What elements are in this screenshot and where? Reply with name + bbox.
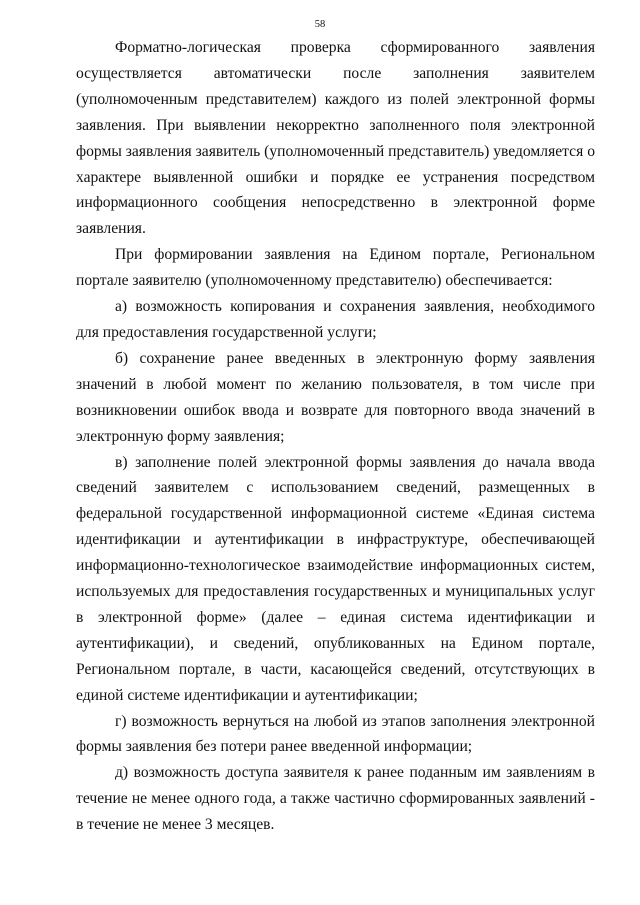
- document-body: [76, 35, 595, 838]
- paragraph-item-d: д) возможность доступа заявителя к ранее поданным им заявлениям в течение не менее одного года, а также частично сформированных заявлений - в течение не менее 3 месяцев.: [76, 764, 595, 834]
- paragraph-item-g: г) возможность вернуться на любой из этапов заполнения электронной формы заявления без потери ранее введенной информации;: [76, 712, 595, 756]
- paragraph-portal-provisions: При формировании заявления на Едином портале, Региональном портале заявителю (уполномоченному представителю) обеспечивается:: [76, 246, 595, 290]
- paragraph-item-v: в) заполнение полей электронной формы заявления до начала ввода сведений заявителем с использованием сведений, размещенных в федеральной государственной информационной системе «Единая система идентификации и аутентификации в инфраструктуре, обеспечивающей информационно-технологическое взаимодействие информационных систем, используемых для предоставления государственных и муниципальных услуг в электронной форме» (далее – единая система идентификации и аутентификации), и сведений, опубликованных на Едином портале, Региональном портале, в части, касающейся сведений, отсутствующих в единой системе идентификации и аутентификации;: [76, 453, 595, 704]
- paragraph-item-b: б) сохранение ранее введенных в электронную форму заявления значений в любой момент по желанию пользователя, в том числе при возникновении ошибок ввода и возврате для повторного ввода значений в электронную форму заявления;: [76, 349, 595, 445]
- paragraph-item-a: а) возможность копирования и сохранения заявления, необходимого для предоставления государственной услуги;: [76, 298, 595, 341]
- paragraph-format-check: Форматно-логическая проверка сформированного заявления осуществляется автоматически после заполнения заявителем (уполномоченным представителем) каждого из полей электронной формы заявления. При выявлении некорректно заполненного поля электронной формы заявления заявитель (уполномоченный представитель) уведомляется о характере выявленной ошибки и порядке ее устранения посредством информационного сообщения непосредственно в электронной форме заявления.: [76, 39, 595, 238]
- page-number: 58: [314, 19, 326, 30]
